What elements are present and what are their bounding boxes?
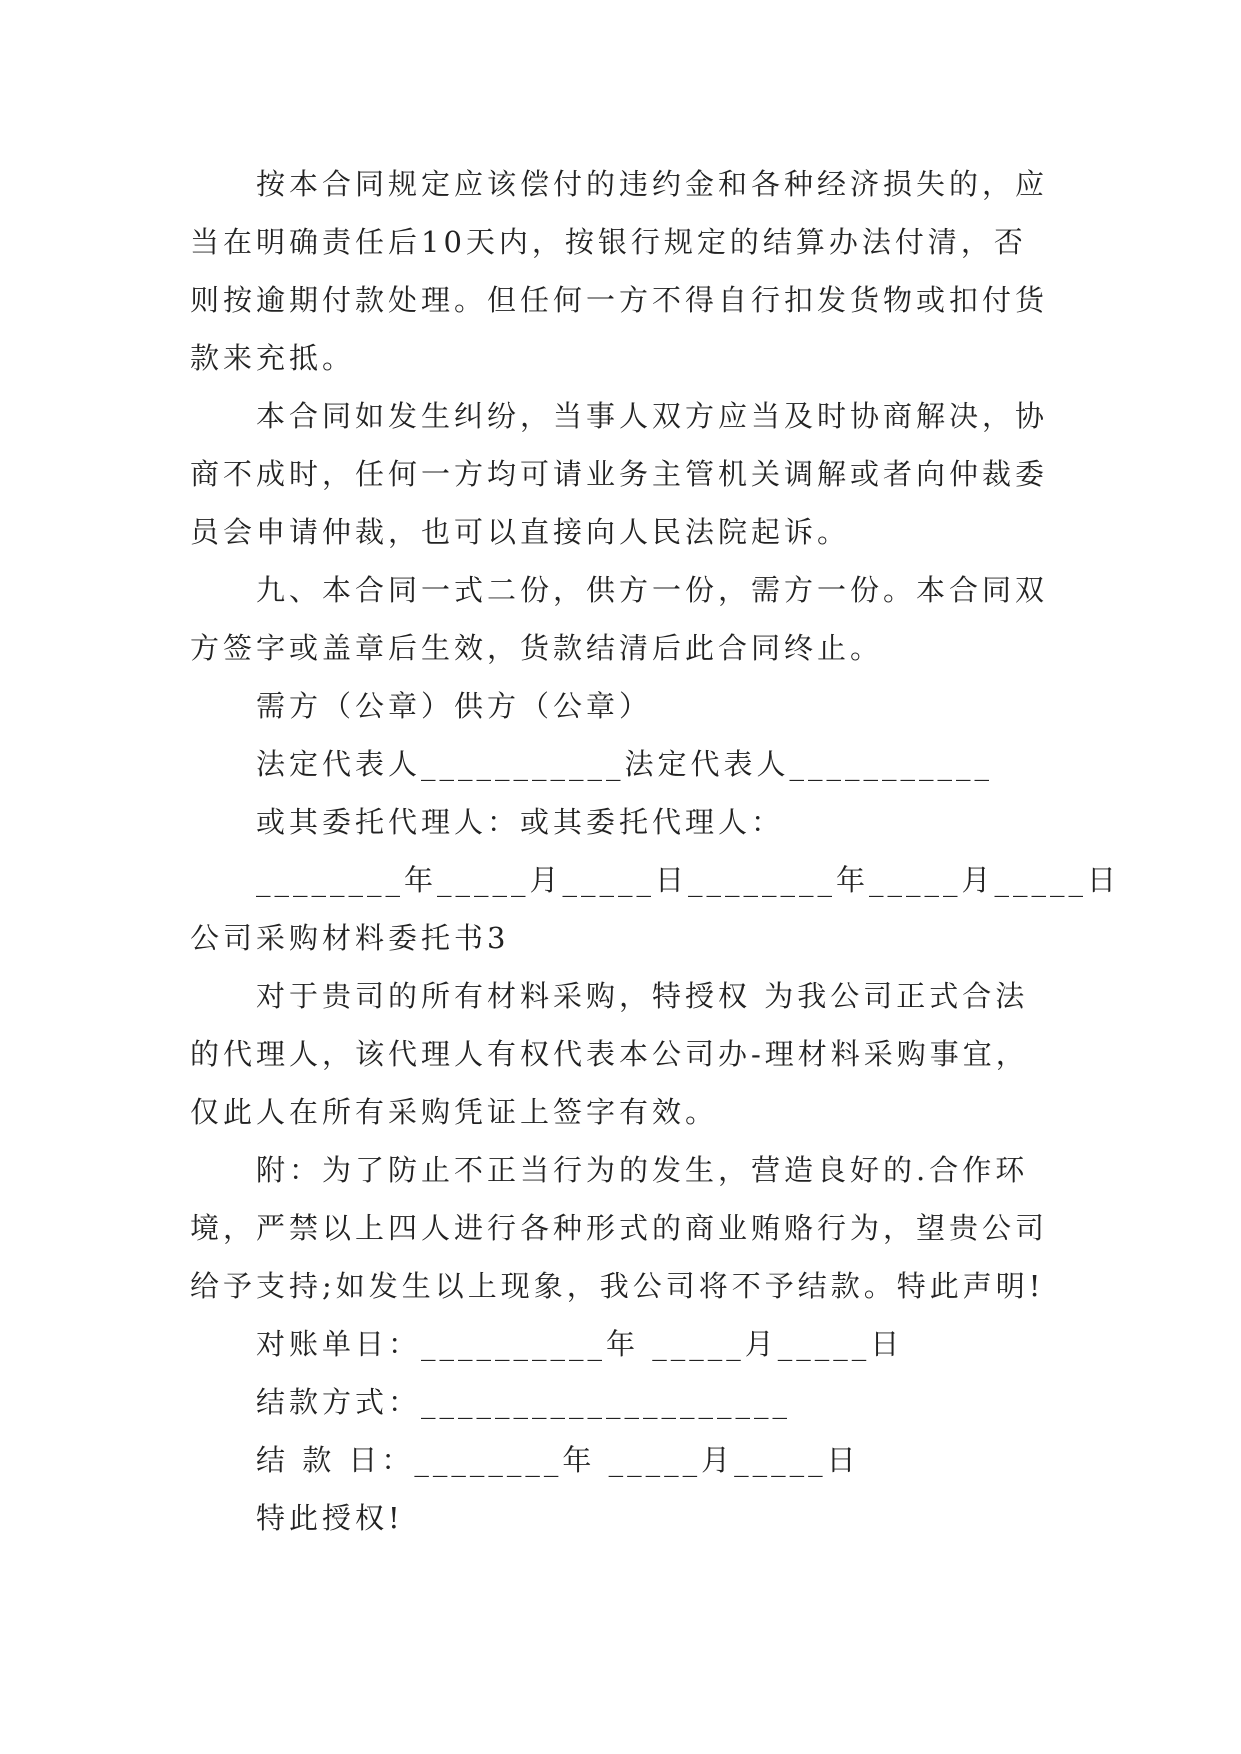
authorization-closing: 特此授权! <box>256 1501 404 1535</box>
payment-date-line: 结 款 日：________年 _____月_____日 <box>256 1443 860 1477</box>
agent-line: 或其委托代理人：或其委托代理人： <box>256 805 785 839</box>
paragraph-line: 当在明确责任后10天内，按银行规定的结算办法付清，否 <box>190 225 1027 259</box>
legal-representative-line: 法定代表人___________法定代表人___________ <box>256 747 994 781</box>
statement-date-line: 对账单日：__________年 _____月_____日 <box>256 1327 904 1361</box>
paragraph-line: 九、本合同一式二份，供方一份，需方一份。本合同双 <box>256 573 1049 607</box>
paragraph-line: 员会申请仲裁，也可以直接向人民法院起诉。 <box>190 515 851 549</box>
paragraph-line: 附：为了防止不正当行为的发生，营造良好的.合作环 <box>256 1153 1029 1187</box>
paragraph-line: 给予支持;如发生以上现象，我公司将不予结款。特此声明! <box>190 1269 1045 1303</box>
paragraph-line: 对于贵司的所有材料采购，特授权 为我公司正式合法 <box>256 979 1029 1013</box>
paragraph-line: 境，严禁以上四人进行各种形式的商业贿赂行为，望贵公司 <box>190 1211 1049 1245</box>
paragraph-line: 仅此人在所有采购凭证上签字有效。 <box>190 1095 719 1129</box>
document-page <box>190 155 1121 1547</box>
seal-line: 需方（公章）供方（公章） <box>256 689 653 723</box>
paragraph-line: 则按逾期付款处理。但任何一方不得自行扣发货物或扣付货 <box>190 283 1049 317</box>
paragraph-line: 按本合同规定应该偿付的违约金和各种经济损失的，应 <box>256 167 1049 201</box>
payment-method-line: 结款方式：____________________ <box>256 1385 792 1419</box>
paragraph-line: 商不成时，任何一方均可请业务主管机关调解或者向仲裁委 <box>190 457 1049 491</box>
date-line: ________年_____月_____日________年_____月_____日 <box>256 863 1121 897</box>
paragraph-line: 本合同如发生纠纷，当事人双方应当及时协商解决，协 <box>256 399 1049 433</box>
paragraph-line: 款来充抵。 <box>190 341 356 375</box>
paragraph-line: 的代理人，该代理人有权代表本公司办-理材料采购事宜， <box>190 1037 1029 1071</box>
paragraph-line: 方签字或盖章后生效，货款结清后此合同终止。 <box>190 631 884 665</box>
section-title: 公司采购材料委托书3 <box>190 921 510 955</box>
